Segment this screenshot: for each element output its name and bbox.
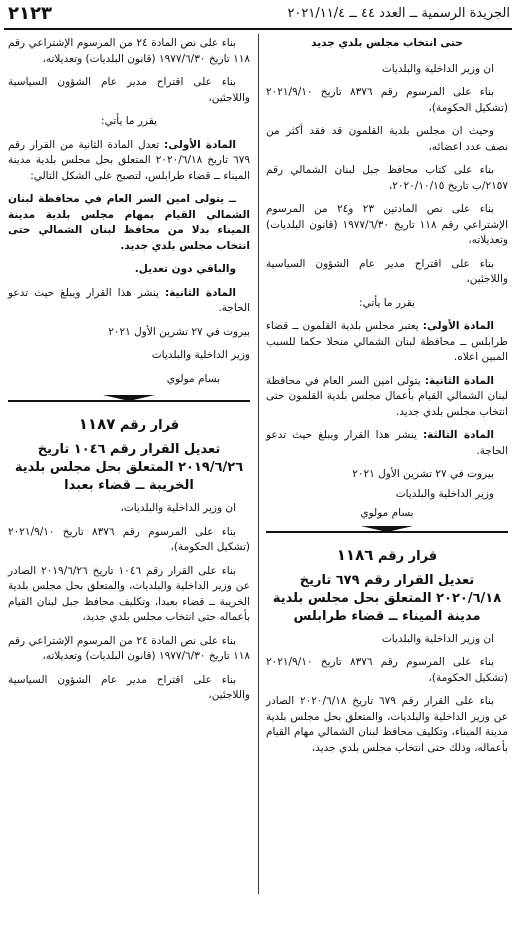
article-1	[8, 138, 250, 185]
place-date: بيروت في ٢٧ تشرين الأول ٢٠٢١	[352, 468, 494, 480]
signatory-name: بسام مولوي	[360, 507, 414, 519]
remainder-note: والباقي دون تعديل.	[134, 263, 236, 275]
column-divider	[258, 34, 259, 894]
article-label: المادة الثانية:	[424, 374, 494, 387]
decision-number: ١١٨٦	[336, 545, 374, 564]
place-date: بيروت في ٢٧ تشرين الأول ٢٠٢١	[108, 325, 250, 338]
article-2	[266, 374, 508, 421]
header-rule	[4, 28, 512, 30]
page-number: ٢١٢٣	[8, 3, 52, 24]
paragraph: بناء على اقتراح مدير عام الشؤون السياسية واللاجئين،	[8, 673, 250, 701]
section-title: حتى انتخاب مجلس بلدي جديد	[311, 37, 463, 49]
article-text: ينشر هذا القرار ويبلغ حيث تدعو الحاجة.	[266, 429, 508, 457]
minister-title: وزير الداخلية والبلديات	[151, 349, 250, 361]
article-text: يتولى امين السر العام في محافظة لبنان الشمالي القيام بأعمال مجلس بلدية القلمون حتى انتخاب مجلس بلدي جديد.	[266, 374, 508, 418]
minister-title: وزير الداخلية والبلديات	[395, 487, 494, 500]
paragraph: بناء على كتاب محافظ جبل لبنان الشمالي رقم ٢١٥٧/ب تاريخ ٢٠٢٠/١٠/١٥،	[266, 164, 508, 192]
left-column	[8, 36, 250, 930]
article-text: ينشر هذا القرار ويبلغ حيث تدعو الحاجة.	[8, 286, 250, 314]
right-column	[266, 36, 508, 930]
decision-title: تعديل القرار رقم ٦٧٩ تاريخ ٢٠٢٠/٦/١٨ المتعلق بحل مجلس بلدية مدينة الميناء ــ قضاء طرابلس	[272, 572, 502, 624]
decision-number: ١١٨٧	[78, 415, 116, 433]
decision-title: تعديل القرار رقم ١٠٤٦ تاريخ ٢٠١٩/٦/٢٦ المتعلق بحل مجلس بلدية الخريبة ــ قضاء بعبدا	[14, 442, 244, 493]
paragraph: بناء على اقتراح مدير عام الشؤون السياسية واللاجئين،	[8, 76, 250, 104]
quoted-amendment: ــ يتولى امين السر العام في محافظة لبنان الشمالي القيام بمهام مجلس بلدية مدينة الميناء بدلا من محافظ لبنان الشمالي حتى انتخاب مجلس بلدي جديد.	[8, 193, 250, 252]
page-header	[0, 0, 516, 28]
paragraph: بناء على المرسوم رقم ٨٣٧٦ تاريخ ٢٠٢١/٩/١٠ (تشكيل الحكومة)،	[266, 656, 508, 684]
paragraph: ان وزير الداخلية والبلديات	[381, 632, 494, 645]
paragraph: ان وزير الداخلية والبلديات،	[120, 502, 236, 514]
paragraph: ان وزير الداخلية والبلديات	[381, 62, 494, 75]
decision-number-heading: قرار رقم ١١٨٦	[336, 545, 438, 564]
section-divider	[8, 395, 250, 407]
signatory-name: بسام مولوي	[166, 372, 220, 385]
article-text: تعدل المادة الثانية من القرار رقم ٦٧٩ تاريخ ٢٠٢٠/٦/١٨ المتعلق بحل مجلس بلدية مدينة الميناء ــ قضاء طرابلس، لتصبح على الشكل التالي:	[8, 138, 251, 182]
paragraph: بناء على المرسوم رقم ٨٣٧٦ تاريخ ٢٠٢١/٩/١٠ (تشكيل الحكومة)،	[8, 525, 250, 553]
paragraph: وحيث ان مجلس بلدية القلمون قد فقد أكثر من نصف عدد اعضائه،	[266, 125, 508, 153]
article-text: يعتبر مجلس بلدية القلمون ــ قضاء طرابلس ــ محافظة لبنان الشمالي منحلا حكما للسبب المبين اعلاه.	[266, 320, 508, 363]
paragraph: بناء على القرار رقم ١٠٤٦ تاريخ ٢٠١٩/٦/٢٦ الصادر عن وزير الداخلية والبلديات، والمتعلق بحل مجلس بلدية الخريبة ــ قضاء بعبدا، وتكليف محافظ جبل لبنان القيام بأعماله حتى انتخاب مجلس بلدي جديد،	[8, 564, 250, 623]
article-label: المادة الأولى:	[422, 320, 495, 332]
decision-number-heading: قرار رقم ١١٨٧	[78, 415, 180, 433]
journal-issue-title: الجريدة الرسمية ــ العدد ٤٤ ــ ٢٠٢١/١١/٤	[287, 6, 510, 21]
paragraph: بناء على نص المادتين ٢٣ و٢٤ من المرسوم الإشتراعي رقم ١١٨ تاريخ ١٩٧٧/٦/٣٠ (قانون البلديات) وتعديلاته،	[266, 203, 508, 246]
paragraph: بناء على نص المادة ٢٤ من المرسوم الإشتراعي رقم ١١٨ تاريخ ١٩٧٧/٦/٣٠ (قانون البلديات) وتعديلاته،	[8, 634, 250, 662]
article-1	[266, 319, 508, 366]
paragraph: بناء على القرار رقم ٦٧٩ تاريخ ٢٠٢٠/٦/١٨ الصادر عن وزير الداخلية والبلديات، والمتعلق بحل مجلس بلدية مدينة الميناء، وتكليف محافظ لبنان الشمالي مهام القيام بأعماله، وذلك حتى انتخاب مجلس بلدي جديد،	[266, 695, 508, 754]
article-label: المادة الثانية:	[164, 286, 236, 299]
section-divider	[266, 526, 508, 538]
paragraph: بناء على المرسوم رقم ٨٣٧٦ تاريخ ٢٠٢١/٩/١٠ (تشكيل الحكومة)،	[266, 86, 508, 114]
decides-heading: يقرر ما يأتي:	[101, 115, 157, 127]
paragraph: بناء على نص المادة ٢٤ من المرسوم الإشتراعي رقم ١١٨ تاريخ ١٩٧٧/٦/٣٠ (قانون البلديات) وتعديلاته،	[8, 37, 250, 65]
article-label: المادة الأولى:	[164, 138, 236, 151]
article-3	[266, 428, 508, 459]
article-2	[8, 286, 250, 317]
decides-heading: يقرر ما يأتي:	[359, 296, 415, 309]
article-label: المادة الثالثة:	[422, 429, 494, 441]
paragraph: بناء على اقتراح مدير عام الشؤون السياسية واللاجئين،	[266, 257, 508, 285]
